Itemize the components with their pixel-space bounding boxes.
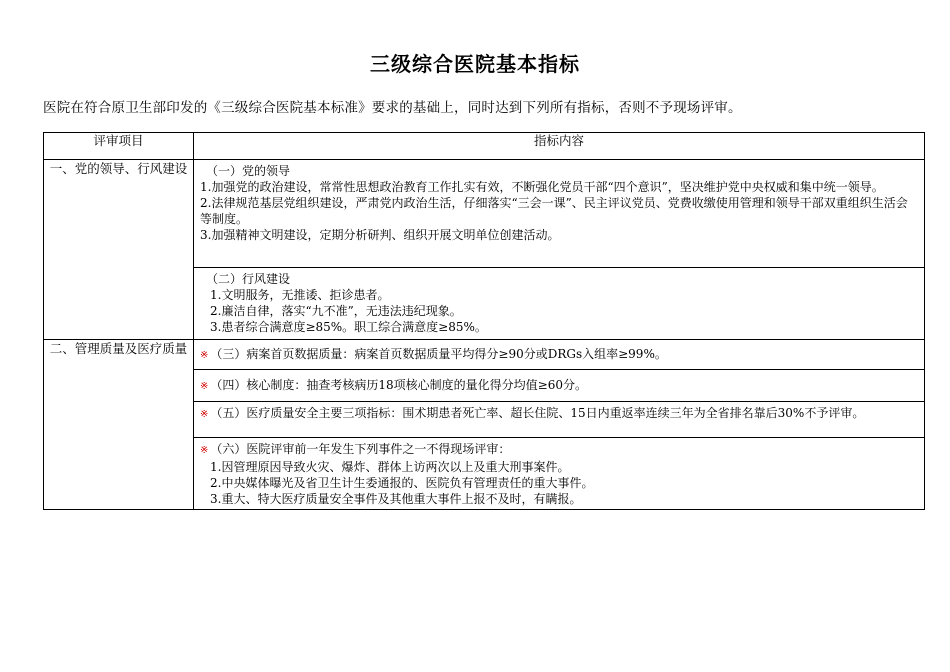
list-item: 3.患者综合满意度≥85%。职工综合满意度≥85%。: [210, 320, 487, 334]
key-mark-icon: ※: [200, 445, 209, 456]
list-item: 2.法律规范基层党组织建设，严肃党内政治生活，仔细落实“三会一课”、民主评议党员、党费收缴使用管理和领导干部双重组织生活会等制度。: [200, 196, 908, 226]
list-item: 1.因管理原因导致火灾、爆炸、群体上访两次以上及重大刑事案件。: [210, 460, 570, 474]
key-mark-icon: ※: [200, 350, 209, 361]
table-row: [44, 340, 925, 370]
block-record-quality: [194, 340, 925, 370]
list-item: 2.中央媒体曝光及省卫生计生委通报的、医院负有管理责任的重大事件。: [210, 476, 594, 490]
standards-table: [43, 132, 925, 510]
list-item: 2.廉洁自律，落实“九不准”，无违法违纪现象。: [210, 304, 462, 318]
table-header-row: [44, 133, 925, 160]
block-title: （六）医院评审前一年发生下列事件之一不得现场评审：: [210, 442, 511, 456]
list-item: 3.重大、特大医疗质量安全事件及其他重大事件上报不及时，有瞒报。: [210, 492, 582, 506]
table-row: [44, 160, 925, 268]
category-party-leadership: 一、党的领导、行风建设: [44, 160, 194, 340]
key-mark-icon: ※: [200, 409, 209, 420]
block-title: （二）行风建设: [206, 272, 291, 286]
block-core-system: [194, 370, 925, 402]
block-prohibited-events: [194, 438, 925, 510]
block-text: （三）病案首页数据质量：病案首页数据质量平均得分≥90分或DRGs入组率≥99%。: [210, 347, 667, 361]
list-item: 3.加强精神文明建设，定期分析研判、组织开展文明单位创建活动。: [200, 228, 560, 242]
header-indicator-content: 指标内容: [194, 133, 925, 160]
list-item: 1.文明服务，无推诿、拒诊患者。: [210, 288, 390, 302]
intro-paragraph: 医院在符合原卫生部印发的《三级综合医院基本标准》要求的基础上，同时达到下列所有指标，否则不予现场评审。: [43, 100, 742, 116]
page-title: 三级综合医院基本指标: [370, 52, 580, 76]
category-quality: 二、管理质量及医疗质量: [44, 340, 194, 510]
block-text: （五）医疗质量安全主要三项指标：围术期患者死亡率、超长住院、15日内重返率连续三年为全省排名靠后30%不予评审。: [210, 406, 865, 420]
block-conduct: [194, 268, 925, 340]
block-safety-indicators: [194, 402, 925, 438]
header-review-item: 评审项目: [44, 133, 194, 160]
list-item: 1.加强党的政治建设，常常性思想政治教育工作扎实有效，不断强化党员干部“四个意识”，坚决维护党中央权威和集中统一领导。: [200, 180, 884, 194]
key-mark-icon: ※: [200, 381, 209, 392]
block-title: （一）党的领导: [206, 164, 291, 178]
block-party-leadership: [194, 160, 925, 268]
block-text: （四）核心制度：抽查考核病历18项核心制度的量化得分均值≥60分。: [210, 378, 587, 392]
